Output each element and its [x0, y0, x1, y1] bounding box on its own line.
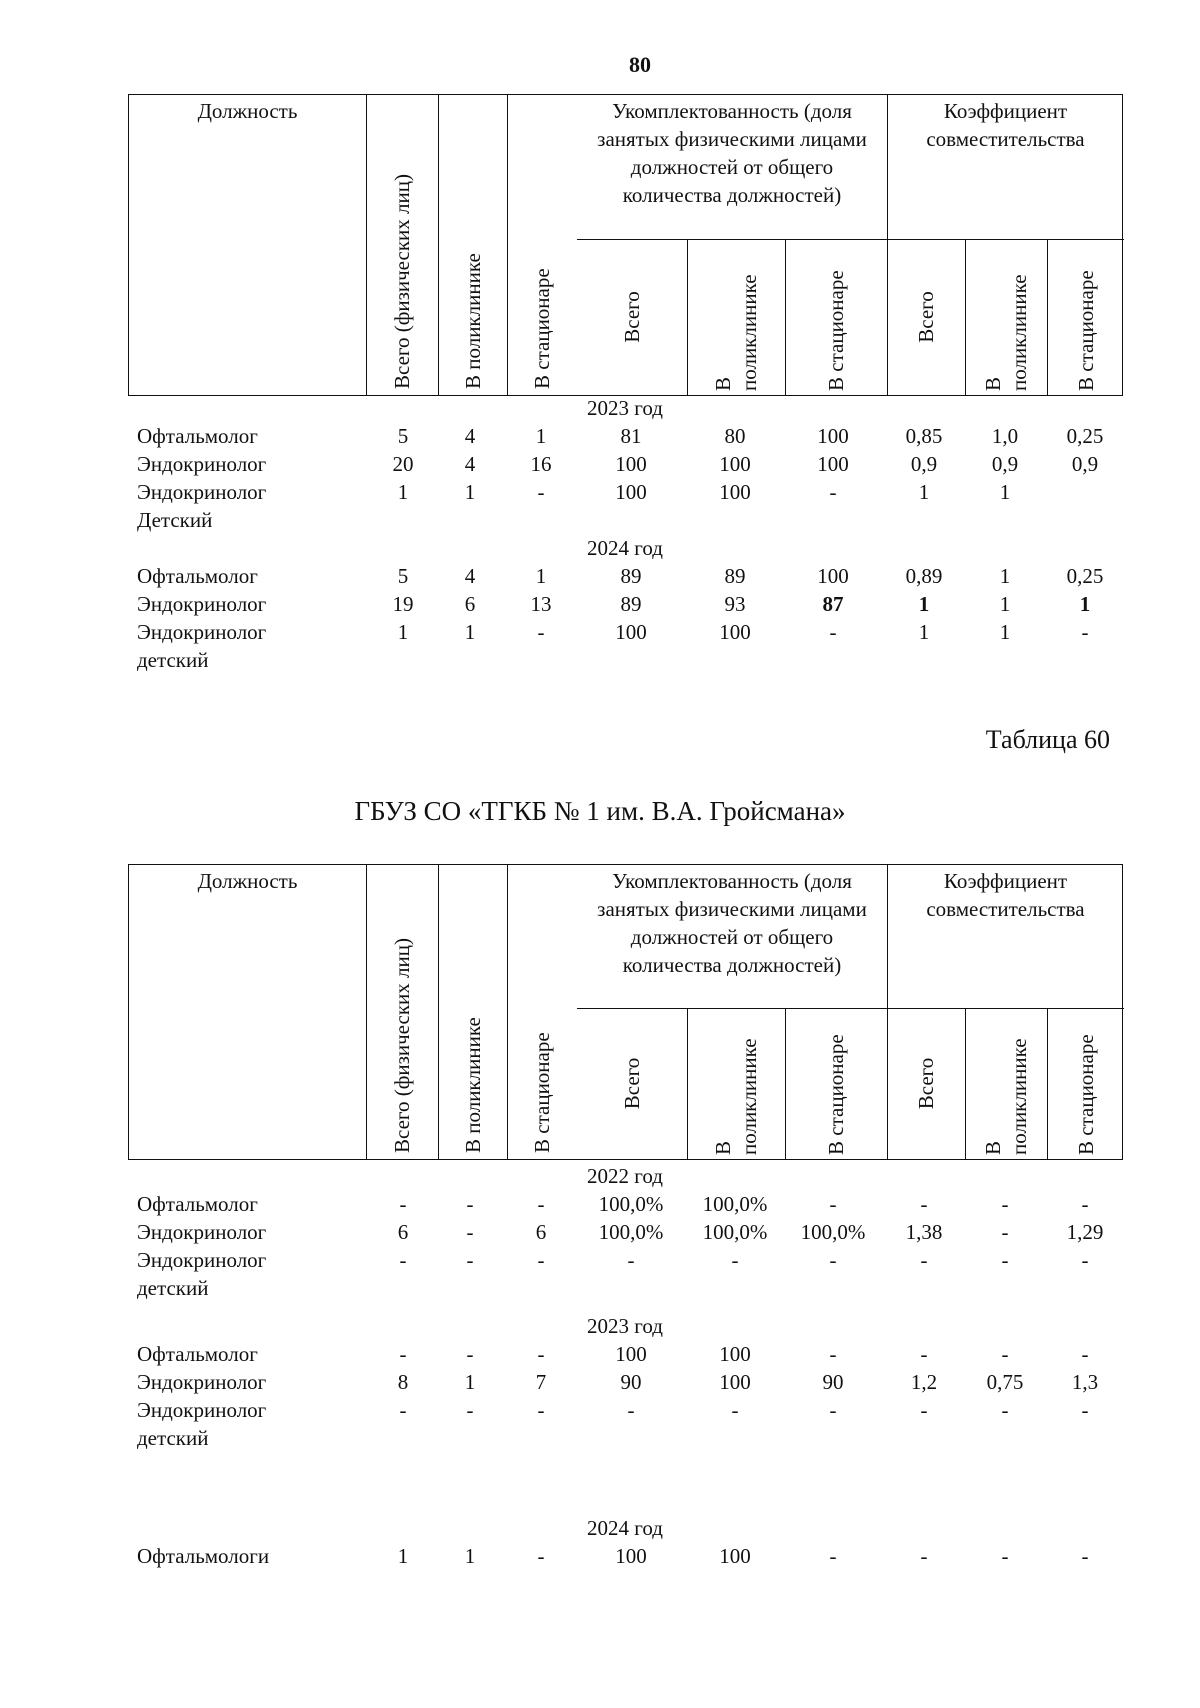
cell-value: 1 [397, 620, 409, 644]
table-row [0, 450, 1200, 478]
cell-value: 1 [464, 620, 476, 644]
grid-line [577, 1008, 1124, 1009]
header-polyclinic: В поликлинике [460, 253, 485, 389]
position-name-continued: детский [137, 1426, 209, 1450]
cell-value: - [920, 1192, 928, 1216]
cell-value: - [399, 1192, 407, 1216]
cell-value: - [399, 1398, 407, 1422]
cell-value: - [829, 620, 837, 644]
cell-value: 6 [464, 592, 476, 616]
sub-hospital [823, 243, 849, 391]
cell-value: - [1001, 1544, 1009, 1568]
sub-header-line: В стационаре [824, 1034, 848, 1155]
cell-value: - [829, 1248, 837, 1272]
year-label: 2024 год [587, 536, 663, 560]
position-name: Офтальмолог [137, 564, 258, 588]
sub-polyclinic [710, 1012, 762, 1155]
cell-value: - [1081, 1398, 1089, 1422]
grid-line [965, 1008, 966, 1159]
sub-header-line: Всего [620, 291, 644, 343]
cell-value: - [537, 1342, 545, 1366]
cell-value: 1 [464, 1370, 476, 1394]
cell-value: - [829, 1544, 837, 1568]
cell-value: 1 [535, 424, 547, 448]
cell-value: - [466, 1220, 474, 1244]
cell-value: 0,89 [905, 564, 943, 588]
cell-value: 6 [397, 1220, 409, 1244]
position-name: Эндокринолог [137, 1220, 267, 1244]
position-name: Эндокринолог [137, 452, 267, 476]
table2-header [128, 864, 1123, 1160]
page-number: 80 [629, 52, 651, 77]
header-coefficient: Коэффициент совместительства [926, 99, 1085, 151]
header-staffing: Укомплектованность (доля занятых физическими лицами должностей от общего количества должностей) [597, 869, 867, 977]
sub-header-line: Всего [620, 1057, 644, 1110]
table-row [0, 1542, 1200, 1570]
cell-value: - [829, 1342, 837, 1366]
cell-value: 100 [719, 452, 751, 476]
grid-line [1047, 1008, 1048, 1159]
cell-value: 4 [464, 564, 476, 588]
cell-value: 1 [535, 564, 547, 588]
sub-coef-total [913, 243, 939, 391]
cell-value: 0,85 [905, 424, 943, 448]
header-polyclinic: В поликлинике [460, 1017, 485, 1153]
sub-header-line: поликлинике [737, 274, 761, 391]
position-name-continued: Детский [137, 508, 213, 532]
cell-value: - [731, 1398, 739, 1422]
position-name: Офтальмолог [137, 1192, 258, 1216]
sub-coef-total [913, 1012, 939, 1155]
cell-value: 4 [464, 452, 476, 476]
sub-coef-polyclinic [980, 1012, 1032, 1155]
cell-value: 87 [822, 592, 844, 616]
cell-value: - [731, 1248, 739, 1272]
cell-value: - [627, 1248, 635, 1272]
cell-value: 100,0% [598, 1192, 664, 1216]
sub-header-line: поликлинике [737, 1038, 761, 1155]
cell-value: 6 [535, 1220, 547, 1244]
cell-value: 1 [464, 1544, 476, 1568]
cell-value: 100 [817, 452, 849, 476]
grid-line [1047, 239, 1048, 395]
sub-polyclinic [710, 243, 762, 391]
grid-line [438, 865, 439, 1159]
sub-hospital [823, 1012, 849, 1155]
grid-line [687, 239, 688, 395]
sub-header-line: В стационаре [1073, 270, 1098, 391]
cell-value: - [1001, 1192, 1009, 1216]
cell-value: 0,9 [910, 452, 938, 476]
table-row [0, 590, 1200, 618]
table1-header [128, 94, 1123, 396]
table-row [0, 1190, 1200, 1218]
cell-value: 1 [918, 620, 930, 644]
cell-value: 20 [392, 452, 414, 476]
cell-value: 100 [719, 1370, 751, 1394]
cell-value: 93 [724, 592, 746, 616]
header-position: Должность [197, 99, 298, 123]
grid-line [965, 239, 966, 395]
cell-value: - [537, 1248, 545, 1272]
grid-line [366, 95, 367, 395]
cell-value: 90 [620, 1370, 642, 1394]
header-position: Должность [197, 869, 298, 893]
cell-value: 1 [999, 620, 1011, 644]
position-name: Офтальмологи [137, 1544, 270, 1568]
position-name: Эндокринолог [137, 1248, 267, 1272]
cell-value: 90 [822, 1370, 844, 1394]
cell-value: 7 [535, 1370, 547, 1394]
sub-header-line: В стационаре [824, 270, 848, 391]
cell-value: 100 [615, 452, 647, 476]
position-name: Эндокринолог [137, 620, 267, 644]
grid-line [785, 1008, 786, 1159]
cell-value: - [1081, 620, 1089, 644]
cell-value: 89 [620, 592, 642, 616]
cell-value: 80 [724, 424, 746, 448]
cell-value: - [466, 1248, 474, 1272]
header-hospital: В стационаре [530, 268, 554, 389]
position-name-continued: детский [137, 648, 209, 672]
cell-value: 1 [918, 592, 930, 616]
cell-value: 1 [918, 480, 930, 504]
cell-value: - [1081, 1248, 1089, 1272]
cell-value: - [1001, 1248, 1009, 1272]
sub-header-line: Всего [914, 291, 938, 343]
grid-line [687, 1008, 688, 1159]
cell-value: 5 [397, 424, 409, 448]
cell-value: 1 [397, 480, 409, 504]
cell-value: 1 [999, 592, 1011, 616]
sub-header-line: Всего [914, 1057, 938, 1110]
position-name-continued: детский [137, 1276, 209, 1300]
cell-value: - [537, 1192, 545, 1216]
cell-value: 0,9 [991, 452, 1019, 476]
grid-line [577, 239, 1124, 240]
table-row [0, 478, 1200, 506]
header-coefficient: Коэффициент совместительства [926, 869, 1085, 921]
cell-value: 0,25 [1066, 564, 1104, 588]
cell-value: 100 [615, 480, 647, 504]
cell-value: 1,38 [905, 1220, 943, 1244]
cell-value: - [1081, 1192, 1089, 1216]
cell-value: - [829, 1398, 837, 1422]
header-total: Всего (физических лиц) [390, 938, 414, 1153]
position-name: Эндокринолог [137, 480, 267, 504]
table-row [0, 1368, 1200, 1396]
cell-value: 1 [397, 1544, 409, 1568]
header-staffing: Укомплектованность (доля занятых физическими лицами должностей от общего количества должностей) [597, 99, 867, 207]
cell-value: 1 [999, 480, 1011, 504]
table-row [0, 618, 1200, 646]
position-name: Эндокринолог [137, 592, 267, 616]
cell-value: 100 [615, 1544, 647, 1568]
sub-header-line: В [711, 1140, 735, 1155]
cell-value: 100 [615, 1342, 647, 1366]
cell-value: 1,3 [1071, 1370, 1099, 1394]
cell-value: - [920, 1544, 928, 1568]
cell-value: 100 [615, 620, 647, 644]
header-total: Всего (физических лиц) [390, 174, 414, 389]
cell-value: 8 [397, 1370, 409, 1394]
cell-value: 100,0% [702, 1192, 768, 1216]
cell-value: - [829, 1192, 837, 1216]
cell-value: - [920, 1342, 928, 1366]
sub-header-line: поликлинике [1007, 1038, 1031, 1155]
sub-header-line: поликлинике [1007, 274, 1031, 391]
cell-value: 100 [719, 1544, 751, 1568]
cell-value: 100 [719, 1342, 751, 1366]
year-label: 2024 год [587, 1516, 663, 1540]
sub-header-line: В стационаре [1073, 1034, 1098, 1155]
position-name: Эндокринолог [137, 1370, 267, 1394]
table-caption: Таблица 60 [985, 725, 1110, 754]
position-name: Офтальмолог [137, 424, 258, 448]
table-row [0, 422, 1200, 450]
cell-value: - [399, 1342, 407, 1366]
grid-line [507, 95, 508, 395]
cell-value: 4 [464, 424, 476, 448]
grid-line [785, 239, 786, 395]
cell-value: 100 [719, 620, 751, 644]
cell-value: 1 [999, 564, 1011, 588]
sub-header-line: В [981, 1140, 1005, 1155]
cell-value: - [1081, 1544, 1089, 1568]
cell-value: - [537, 480, 545, 504]
cell-value: 1,2 [910, 1370, 938, 1394]
header-hospital: В стационаре [530, 1032, 554, 1153]
cell-value: 0,75 [986, 1370, 1024, 1394]
cell-value: - [829, 480, 837, 504]
cell-value: 100 [719, 480, 751, 504]
cell-value: 13 [530, 592, 552, 616]
sub-total [619, 243, 645, 391]
sub-header-line: В [981, 376, 1005, 391]
sub-coef-hospital [1073, 1012, 1099, 1155]
cell-value: - [466, 1192, 474, 1216]
table-row [0, 1396, 1200, 1424]
cell-value: - [466, 1398, 474, 1422]
cell-value: 89 [724, 564, 746, 588]
sub-coef-polyclinic [980, 243, 1032, 391]
cell-value: 0,9 [1071, 452, 1099, 476]
grid-line [366, 865, 367, 1159]
cell-value: - [920, 1398, 928, 1422]
cell-value: - [537, 1544, 545, 1568]
table-row [0, 1340, 1200, 1368]
cell-value: 100,0% [800, 1220, 866, 1244]
sub-coef-hospital [1073, 243, 1099, 391]
table-row [0, 1246, 1200, 1274]
cell-value: 5 [397, 564, 409, 588]
cell-value: 1 [1079, 592, 1091, 616]
table-row [0, 1218, 1200, 1246]
cell-value: 81 [620, 424, 642, 448]
cell-value: - [399, 1248, 407, 1272]
year-label: 2023 год [587, 396, 663, 420]
cell-value: 16 [530, 452, 552, 476]
institution-title: ГБУЗ СО «ТГКБ № 1 им. В.А. Гройсмана» [354, 796, 846, 826]
sub-total [619, 1012, 645, 1155]
cell-value: - [1001, 1220, 1009, 1244]
year-label: 2022 год [587, 1164, 663, 1188]
cell-value: 19 [392, 592, 414, 616]
cell-value: - [627, 1398, 635, 1422]
cell-value: 89 [620, 564, 642, 588]
year-label: 2023 год [587, 1314, 663, 1338]
sub-header-line: В [711, 376, 735, 391]
cell-value: - [1001, 1342, 1009, 1366]
cell-value: - [1081, 1342, 1089, 1366]
cell-value: - [466, 1342, 474, 1366]
grid-line [507, 865, 508, 1159]
cell-value: 1,29 [1066, 1220, 1104, 1244]
cell-value: 100 [817, 564, 849, 588]
cell-value: 100,0% [598, 1220, 664, 1244]
cell-value: - [920, 1248, 928, 1272]
cell-value: - [1001, 1398, 1009, 1422]
cell-value: 1 [464, 480, 476, 504]
cell-value: - [537, 620, 545, 644]
grid-line [438, 95, 439, 395]
cell-value: 0,25 [1066, 424, 1104, 448]
position-name: Офтальмолог [137, 1342, 258, 1366]
cell-value: 100,0% [702, 1220, 768, 1244]
cell-value: 1,0 [991, 424, 1019, 448]
cell-value: 100 [817, 424, 849, 448]
cell-value: - [537, 1398, 545, 1422]
table-row [0, 562, 1200, 590]
position-name: Эндокринолог [137, 1398, 267, 1422]
